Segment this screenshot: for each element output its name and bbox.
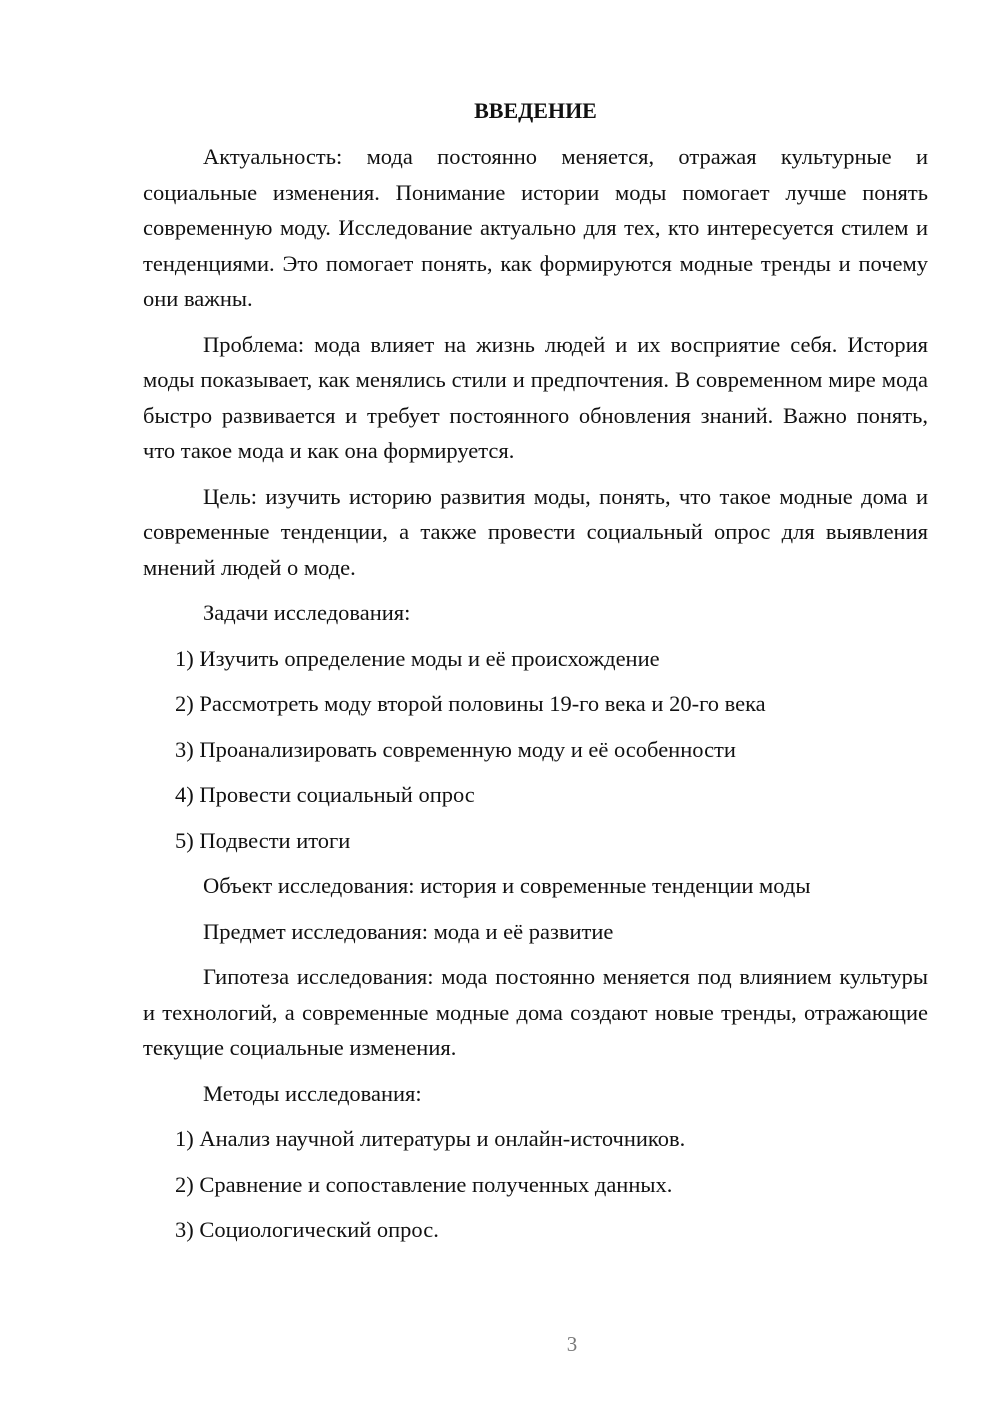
list-item: 2) Рассмотреть моду второй половины 19-го века и 20-го века [175,691,766,716]
problem-paragraph: Проблема: мода влияет на жизнь людей и их восприятие себя. История моды показывает, как менялись стили и предпочтения. В современном мире мода быстро развивается и требует постоянного обновления знаний. Важно понять, что такое мода и как она формируется. [143,331,928,463]
goal-paragraph: Цель: изучить историю развития моды, понять, что такое модные дома и современные тенденции, а также провести социальный опрос для выявления мнений людей о моде. [143,483,928,580]
page-number: 3 [566,1332,578,1356]
tasks-heading: Задачи исследования: [203,600,411,625]
page-title: ВВЕДЕНИЕ [474,98,597,123]
object-line: Объект исследования: история и современные тенденции моды [203,873,811,898]
hypothesis-paragraph: Гипотеза исследования: мода постоянно меняется под влиянием культуры и технологий, а современные модные дома создают новые тренды, отражающие текущие социальные изменения. [143,964,928,1060]
subject-line: Предмет исследования: мода и её развитие [203,918,614,944]
methods-list [143,1121,928,1248]
relevance-paragraph: Актуальность: мода постоянно меняется, отражая культурные и социальные изменения. Понимание истории моды помогает лучше понять современную моду. Исследование актуально для тех, кто интересуется стилем и тенденциями. Это помогает понять, как формируются модные тренды и почему они важны. [143,144,928,311]
tasks-list [143,641,928,859]
list-item: 1) Анализ научной литературы и онлайн-источников. [175,1126,686,1151]
page-content [143,95,928,1258]
list-item: 5) Подвести итоги [175,827,351,853]
list-item: 3) Проанализировать современную моду и её особенности [175,736,736,762]
list-item: 4) Провести социальный опрос [175,782,475,807]
list-item: 3) Социологический опрос. [175,1217,439,1242]
list-item: 2) Сравнение и сопоставление полученных данных. [175,1171,673,1197]
methods-heading: Методы исследования: [203,1080,422,1106]
list-item: 1) Изучить определение моды и её происхождение [175,645,660,671]
